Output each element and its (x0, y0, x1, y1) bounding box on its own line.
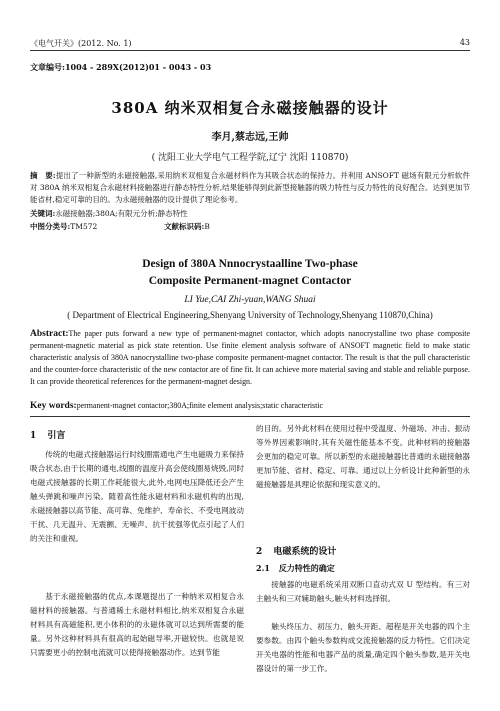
section-2-1-heading (256, 563, 335, 574)
abstract-en (30, 328, 470, 388)
paper-title-cn: 380A 纳米双相复合永磁接触器的设计 (111, 99, 389, 117)
section-2-1-paragraph-1: 接触器的电磁系统采用双断口直动式双 U 型结构。有三对主触头和三对辅助触头,触头材料选择银。 (256, 580, 470, 603)
abstract-cn-text: 提出了一种新型的永磁接触器,采用纳米双相复合永磁材料作为其吸合状态的保持力。并利用 ANSOFT 磁场有限元分析软件对 380A 纳米双相复合永磁材料接触器进行静态特性分析,结果能够得到此新型接触器的吸力特性与反力特性的良好配合。达到更加节能省材,稳定可靠的目的。为永磁接触器的设计提供了理论参考。 (30, 171, 470, 204)
section-1-paragraph-2: 基于永磁接触器的优点,本课题提出了一种纳米双相复合永磁材料的接触器。与普通稀土永磁材料相比,纳米双相复合永磁材料具有高磁能积,更小体积的的永磁体就可以达到所需要的能量。另外这种材料具有很高的起始磁导率,开磁较快。也就是说只需要更小的控制电流就可以使得接触器动作。达到节能 (30, 592, 244, 657)
keywords-cn-text: 永磁接触器;380A;有限元分析;静态特性 (55, 209, 188, 218)
section-2-number: 2 (256, 547, 263, 557)
paper-title-en-line1: Design of 380A Nnnocrystaalline Two-phase (142, 258, 358, 270)
authors-cn: 李月,蔡志远,王帅 (211, 132, 289, 143)
section-2-heading (256, 544, 336, 557)
abstract-cn (30, 170, 470, 206)
class-cn-label: 中图分类号: (30, 222, 71, 231)
section-1-paragraph-1: 传统的电磁式接触器运行时线圈需通电产生电磁吸力来保持吸合状态,由于长期的通电,线圈的温度升高会使线圈易烧毁,同时电磁式接触器的长期工作耗能很大,此外,电网电压降低还会产生触头弹跳和噪声污染。随着高性能永磁材料和永磁机构的出现,永磁接触器以高节能、高可靠、免维护、寿命长、不受电网波动干扰、几无温升、无震颤、无噪声、抗干扰强等优点引起了人们的关注和重视。 (30, 450, 244, 543)
keywords-en-text: permanent-magnet contactor;380A;finite element analysis;static characteristic (76, 401, 323, 410)
right-column-paragraph: 的目的。另外此材料在使用过程中受温度、外磁场、冲击、振动等外界因素影响时,其有关磁性能基本不变。此种材料的接触器会更加的稳定可靠。所以新型的永磁接触器比普通的永磁接触器更加节能、省材、稳定、可靠。通过以上分析设计此种新型的永磁接触器是具理论依据和现实意义的。 (256, 424, 470, 489)
classification-cn (30, 221, 470, 233)
header-rule (30, 50, 470, 51)
journal-header: 《电气开关》(2012. No. 1) (30, 39, 132, 48)
article-number: 文章编号:1004 - 289X(2012)01 - 0043 - 03 (30, 62, 212, 72)
page-number: 43 (459, 38, 470, 47)
affiliation-cn: ( 沈阳工业大学电气工程学院,辽宁 沈阳 110870) (151, 153, 349, 163)
section-2-1-number: 2.1 (256, 563, 270, 573)
abstract-en-text: The paper puts forward a new type of permanent-magnet contactor, which adopts nanocrystalline two phase composite permanent-magnetic material as pick state retention. Use finite element analysis software of ANSOFT magnetic field to make static characteristic analysis of 380A nanocrystalline two-phase composite permanent-magnet contactor. The result is that the pull characteristic and the counter-force characteristic of the new contactor are of fine fit. It can achieve more material saving and stable and reliable purpose. It can provide theoretical references for the permanent-magnet design. (30, 329, 470, 386)
abstract-en-label: Abstract: (30, 329, 69, 339)
abstract-cn-label: 摘 要: (30, 171, 56, 180)
doc-code-value: B (204, 222, 210, 231)
authors-en: LI Yue,CAI Zhi-yuan,WANG Shuai (184, 295, 316, 305)
section-1-heading (30, 428, 65, 441)
keywords-en (30, 400, 470, 412)
affiliation-en: ( Department of Electrical Engineering,Shenyang University of Technology,Shenyang 110870,China) (67, 310, 433, 320)
section-2-1-title: 反力特性的确定 (278, 563, 335, 573)
section-1-title: 引言 (47, 431, 66, 441)
keywords-cn-label: 关键词: (30, 209, 56, 218)
section-2-title: 电磁系统的设计 (273, 547, 337, 557)
keywords-cn (30, 208, 470, 220)
section-divider (30, 416, 470, 417)
doc-code-label: 文献标识码: (164, 222, 205, 231)
paper-title-en-line2: Composite Permanent-magnet Contactor (148, 275, 352, 287)
section-2-1-paragraph-2: 触头终压力、初压力、触头开距、超程是开关电器的四个主要参数。由四个触头参数构成交流接触器的反力特性。它们决定开关电器的性能和电器产品的质量,确定四个触头参数,是开关电器设计的第一步工作。 (256, 622, 470, 673)
section-1-number: 1 (30, 431, 37, 441)
class-cn-value: TM572 (70, 222, 98, 231)
keywords-en-label: Key words: (30, 401, 77, 411)
